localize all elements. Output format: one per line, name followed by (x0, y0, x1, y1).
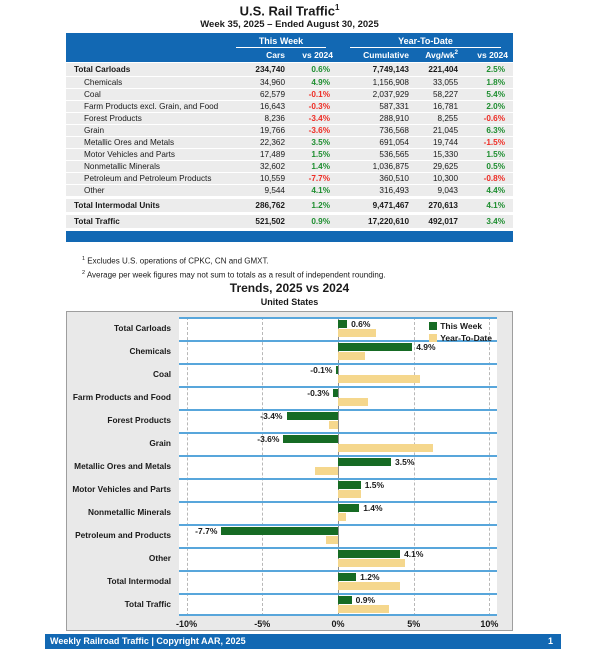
avg-per-week-value: 8,255 (437, 114, 458, 123)
avg-per-week-value: 10,300 (432, 174, 458, 183)
cumulative-value: 9,471,467 (372, 201, 409, 210)
vs-2024-weekly-value: 0.6% (311, 65, 330, 74)
vs-2024-ytd-value: -0.6% (483, 114, 505, 123)
avg-wk-footnote-marker: 2 (454, 50, 458, 57)
table-group-header-row (66, 33, 513, 48)
cars-value: 19,766 (259, 126, 285, 135)
year-to-date-bar (329, 421, 338, 429)
row-label: Grain (84, 126, 105, 135)
cars-value: 234,740 (255, 65, 285, 74)
page-title (66, 3, 513, 18)
this-week-bar (338, 504, 359, 512)
x-axis-tick-label: -5% (254, 619, 271, 629)
column-header-avg-wk-text: Avg/wk (425, 50, 455, 60)
footnote-1-marker: 1 (82, 256, 86, 262)
vs-2024-weekly-value: 0.9% (311, 217, 330, 226)
x-axis-tick-label: -10% (176, 619, 198, 629)
year-to-date-bar (338, 513, 346, 521)
bar-value-label: 0.9% (355, 595, 375, 605)
column-header-cumulative: Cumulative (363, 50, 409, 60)
footer-bar (45, 634, 561, 649)
footnotes (82, 256, 386, 283)
year-to-date-bar (338, 444, 433, 452)
bar-value-label: 4.9% (416, 342, 436, 352)
bar-value-label: 0.6% (351, 319, 371, 329)
this-week-bar (338, 343, 412, 351)
this-week-bar (338, 573, 356, 581)
year-to-date-bar (338, 375, 420, 383)
chart-plot-area (179, 317, 497, 616)
bar-value-label: -0.3% (307, 388, 330, 398)
category-label: Grain (149, 438, 171, 448)
avg-per-week-value: 9,043 (437, 186, 458, 195)
cars-value: 16,643 (259, 102, 285, 111)
vs-2024-weekly-value: 1.2% (311, 201, 330, 210)
row-label: Other (84, 186, 105, 195)
row-label: Nonmetallic Minerals (84, 162, 160, 171)
cars-value: 34,960 (259, 78, 285, 87)
x-axis-tick-label: 10% (480, 619, 499, 629)
title-footnote-marker: 1 (334, 3, 340, 12)
row-label: Total Traffic (74, 217, 120, 226)
x-axis-tick-label: 5% (407, 619, 421, 629)
table-row (66, 215, 513, 228)
row-label: Chemicals (84, 78, 123, 87)
vs-2024-ytd-value: -0.8% (483, 174, 505, 183)
band-separator-line (179, 614, 497, 616)
table-row (66, 77, 513, 88)
this-week-bar (338, 550, 400, 558)
category-label: Motor Vehicles and Parts (72, 484, 171, 494)
category-label: Metallic Ores and Metals (74, 461, 171, 471)
bar-value-label: -3.6% (257, 434, 280, 444)
avg-per-week-value: 58,227 (432, 90, 458, 99)
vs-2024-weekly-value: -0.3% (308, 102, 330, 111)
bar-value-label: -0.1% (310, 365, 333, 375)
table-row (66, 173, 513, 184)
this-week-bar (333, 389, 338, 397)
cars-value: 286,762 (255, 201, 285, 210)
cumulative-value: 736,568 (379, 126, 409, 135)
trends-chart (66, 311, 513, 631)
band-separator-line (179, 386, 497, 388)
footnote-1 (82, 256, 386, 266)
vs-2024-weekly-value: 3.5% (311, 138, 330, 147)
legend-item (429, 332, 492, 344)
category-label: Petroleum and Products (75, 530, 171, 540)
band-separator-line (179, 593, 497, 595)
legend-swatch-icon (429, 322, 437, 330)
vs-2024-weekly-value: 4.1% (311, 186, 330, 195)
row-label: Total Intermodal Units (74, 201, 160, 210)
vs-2024-weekly-value: -3.4% (308, 114, 330, 123)
table-row (66, 125, 513, 136)
year-to-date-bar (326, 536, 338, 544)
footnote-1-text: Excludes U.S. operations of CPKC, CN and GMXT. (87, 256, 269, 266)
cars-value: 62,579 (259, 90, 285, 99)
legend-label: This Week (440, 321, 483, 331)
year-to-date-bar (315, 467, 338, 475)
group-header-this-week (224, 36, 338, 48)
group-header-year-to-date (338, 36, 513, 48)
year-to-date-bar (338, 582, 400, 590)
band-separator-line (179, 409, 497, 411)
footnote-2 (82, 270, 386, 280)
table-row (66, 89, 513, 100)
cars-value: 22,362 (259, 138, 285, 147)
avg-per-week-value: 33,055 (432, 78, 458, 87)
row-label: Metallic Ores and Metals (84, 138, 175, 147)
vs-2024-weekly-value: 1.5% (311, 150, 330, 159)
avg-per-week-value: 29,625 (432, 162, 458, 171)
page-number: 1 (547, 636, 553, 646)
column-header-cars: Cars (266, 50, 285, 60)
cumulative-value: 1,036,875 (372, 162, 409, 171)
category-label: Total Traffic (124, 599, 171, 609)
bar-value-label: -7.7% (195, 526, 218, 536)
table-row (66, 185, 513, 196)
vs-2024-ytd-value: 5.4% (486, 90, 505, 99)
vs-2024-ytd-value: 0.5% (486, 162, 505, 171)
year-to-date-bar (338, 352, 365, 360)
legend-label: Year-To-Date (440, 333, 492, 343)
vs-2024-weekly-value: -7.7% (308, 174, 330, 183)
vs-2024-ytd-value: 3.4% (486, 217, 505, 226)
year-to-date-bar (338, 605, 389, 613)
row-label: Coal (84, 90, 101, 99)
row-label: Farm Products excl. Grain, and Food (84, 102, 219, 111)
avg-per-week-value: 221,404 (428, 65, 458, 74)
legend-item (429, 320, 482, 332)
table-row (66, 101, 513, 112)
table-bottom-bar (66, 231, 513, 242)
footnote-2-text: Average per week figures may not sum to totals as a result of independent rounding. (86, 270, 386, 280)
avg-per-week-value: 16,781 (432, 102, 458, 111)
table-row (66, 113, 513, 124)
table-row (66, 199, 513, 212)
this-week-bar (338, 596, 352, 604)
row-label: Petroleum and Petroleum Products (84, 174, 212, 183)
year-to-date-bar (338, 398, 368, 406)
cars-value: 10,559 (259, 174, 285, 183)
band-separator-line (179, 317, 497, 319)
cars-value: 32,602 (259, 162, 285, 171)
category-label: Forest Products (107, 415, 171, 425)
vs-2024-ytd-value: 4.4% (486, 186, 505, 195)
group-header-year-to-date-label: Year-To-Date (350, 36, 501, 48)
band-separator-line (179, 570, 497, 572)
avg-per-week-value: 270,613 (428, 201, 458, 210)
column-header-vs-2024-ytd: vs 2024 (477, 50, 508, 60)
footnote-2-marker: 2 (82, 269, 86, 276)
cars-value: 9,544 (264, 186, 285, 195)
category-label: Chemicals (129, 346, 171, 356)
chart-title: Trends, 2025 vs 2024 (229, 281, 350, 295)
cumulative-value: 17,220,610 (368, 217, 409, 226)
vs-2024-ytd-value: 6.3% (486, 126, 505, 135)
page-title-text: U.S. Rail Traffic (239, 3, 335, 19)
avg-per-week-value: 492,017 (428, 217, 458, 226)
bar-value-label: 1.2% (360, 572, 380, 582)
cumulative-value: 691,054 (379, 138, 409, 147)
cumulative-value: 288,910 (379, 114, 409, 123)
cumulative-value: 360,510 (379, 174, 409, 183)
bar-value-label: 1.5% (364, 480, 385, 490)
band-separator-line (179, 363, 497, 365)
rail-traffic-table (66, 33, 513, 242)
cumulative-value: 2,037,929 (372, 90, 409, 99)
column-header-vs-2024-weekly: vs 2024 (302, 50, 333, 60)
cumulative-value: 1,156,908 (372, 78, 409, 87)
avg-per-week-value: 19,744 (432, 138, 458, 147)
row-label: Total Carloads (74, 65, 131, 74)
vs-2024-ytd-value: 1.5% (486, 150, 505, 159)
table-column-header-row (66, 48, 513, 62)
year-to-date-bar (338, 490, 361, 498)
row-label: Forest Products (84, 114, 142, 123)
this-week-bar (336, 366, 338, 374)
vs-2024-weekly-value: -0.1% (308, 90, 330, 99)
group-header-this-week-label: This Week (236, 36, 326, 48)
vs-2024-ytd-value: 2.0% (486, 102, 505, 111)
vs-2024-weekly-value: 4.9% (311, 78, 330, 87)
cumulative-value: 536,565 (379, 150, 409, 159)
chart-legend (429, 320, 492, 344)
this-week-bar (283, 435, 338, 443)
bar-value-label: -3.4% (260, 411, 283, 421)
legend-swatch-icon (429, 334, 437, 342)
category-label: Other (148, 553, 171, 563)
table-row (66, 149, 513, 160)
band-separator-line (179, 455, 497, 457)
avg-per-week-value: 15,330 (432, 150, 458, 159)
cumulative-value: 587,331 (379, 102, 409, 111)
vs-2024-weekly-value: -3.6% (308, 126, 330, 135)
this-week-bar (221, 527, 338, 535)
band-separator-line (179, 524, 497, 526)
this-week-bar (338, 481, 361, 489)
year-to-date-bar (338, 559, 405, 567)
this-week-bar (338, 458, 391, 466)
bar-value-label: 3.5% (395, 457, 415, 467)
this-week-bar (287, 412, 338, 420)
category-label: Total Carloads (113, 323, 171, 333)
category-label: Nonmetallic Minerals (88, 507, 171, 517)
chart-subtitle: United States (260, 297, 319, 307)
page-subtitle: Week 35, 2025 – Ended August 30, 2025 (200, 19, 379, 30)
table-row (66, 161, 513, 172)
category-label: Farm Products and Food (72, 392, 171, 402)
category-label: Coal (153, 369, 171, 379)
cumulative-value: 7,749,143 (372, 65, 409, 74)
cars-value: 17,489 (259, 150, 285, 159)
column-header-avg-wk (412, 50, 460, 60)
cars-value: 8,236 (264, 114, 285, 123)
table-row (66, 137, 513, 148)
vs-2024-ytd-value: -1.5% (483, 138, 505, 147)
bar-value-label: 1.4% (363, 503, 383, 513)
year-to-date-bar (338, 329, 376, 337)
band-separator-line (179, 547, 497, 549)
row-label: Motor Vehicles and Parts (84, 150, 176, 159)
band-separator-line (179, 432, 497, 434)
category-label: Total Intermodal (107, 576, 171, 586)
footer-text: Weekly Railroad Traffic | Copyright AAR, 2025 (50, 636, 246, 646)
table-body (66, 63, 513, 228)
vs-2024-ytd-value: 1.8% (486, 78, 505, 87)
cars-value: 521,502 (255, 217, 285, 226)
vs-2024-weekly-value: 1.4% (311, 162, 330, 171)
band-separator-line (179, 501, 497, 503)
vs-2024-ytd-value: 2.5% (486, 65, 505, 74)
this-week-bar (338, 320, 347, 328)
vs-2024-ytd-value: 4.1% (486, 201, 505, 210)
cumulative-value: 316,493 (379, 186, 409, 195)
table-row (66, 63, 513, 76)
bar-value-label: 4.1% (404, 549, 424, 559)
band-separator-line (179, 478, 497, 480)
x-axis-tick-label: 0% (331, 619, 345, 629)
avg-per-week-value: 21,045 (432, 126, 458, 135)
